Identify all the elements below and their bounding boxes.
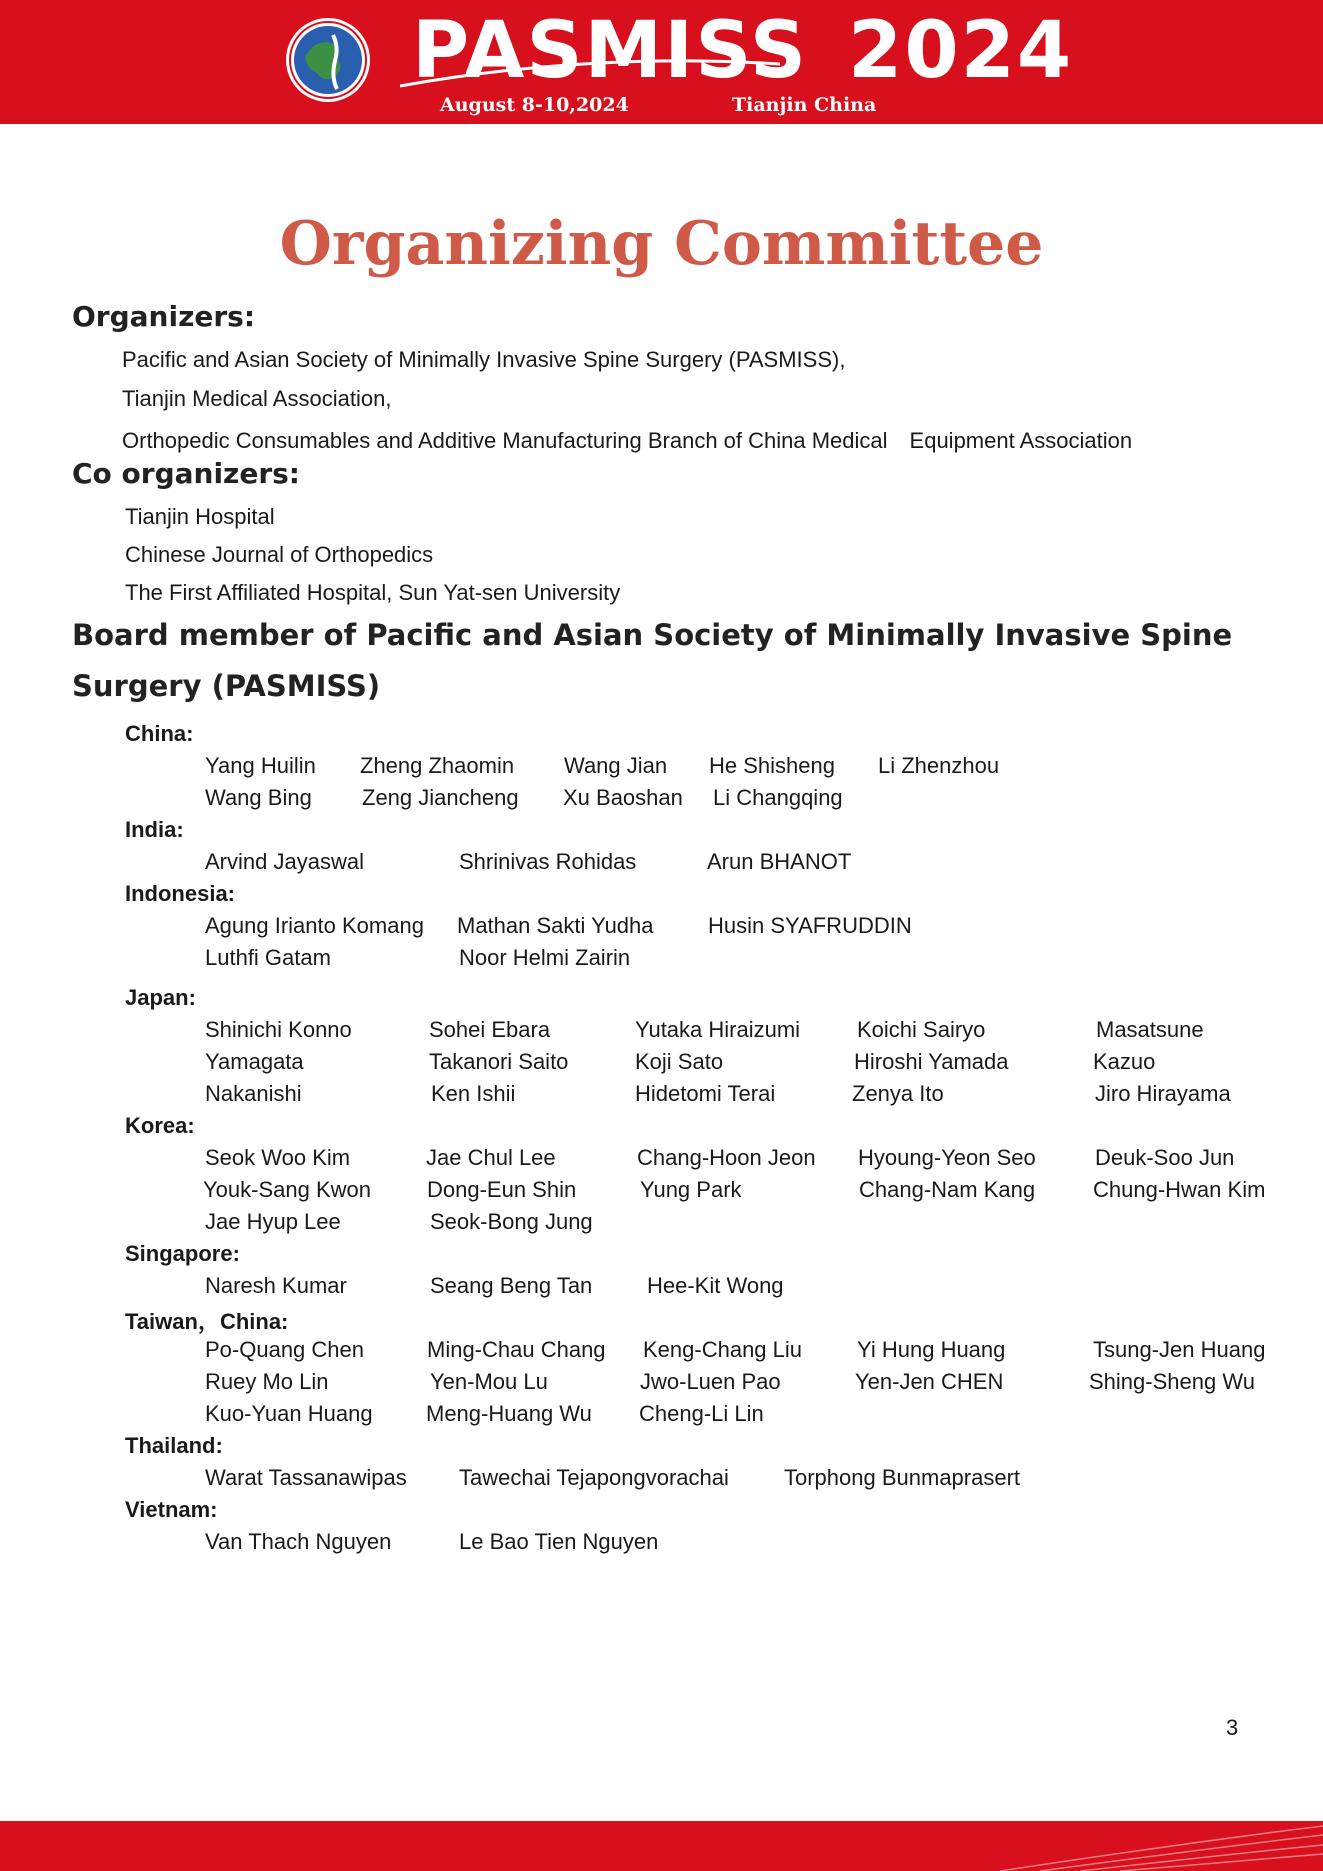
member-name: Yi Hung Huang bbox=[857, 1337, 1006, 1362]
country-label: India: bbox=[125, 817, 184, 842]
member-name: Zeng Jiancheng bbox=[362, 785, 519, 810]
swoosh-icon bbox=[400, 50, 780, 90]
co-organizer-line: Tianjin Hospital bbox=[125, 504, 275, 529]
member-name: Ruey Mo Lin bbox=[205, 1369, 329, 1394]
member-name: Hyoung-Yeon Seo bbox=[858, 1145, 1036, 1170]
co-organizer-line: Chinese Journal of Orthopedics bbox=[125, 542, 434, 567]
member-name: He Shisheng bbox=[709, 753, 835, 778]
board-heading: Board member of Pacific and Asian Society of Minimally Invasive Spine Surgery (PASMISS) bbox=[72, 618, 1233, 703]
country-label: China: bbox=[125, 721, 194, 746]
page-number: 3 bbox=[1226, 1715, 1239, 1740]
member-name: Torphong Bunmaprasert bbox=[784, 1465, 1021, 1490]
member-name: Agung Irianto Komang bbox=[205, 913, 424, 938]
member-name: Naresh Kumar bbox=[205, 1273, 347, 1298]
member-name: Husin SYAFRUDDIN bbox=[708, 913, 912, 938]
member-name: Wang Jian bbox=[564, 753, 668, 778]
member-name: Zenya Ito bbox=[852, 1081, 944, 1106]
member-name: Dong-Eun Shin bbox=[427, 1177, 577, 1202]
banner-title-text: PASMISS bbox=[412, 6, 809, 96]
globe-logo-icon bbox=[285, 17, 371, 103]
member-name: Jae Hyup Lee bbox=[205, 1209, 341, 1234]
member-name: Wang Bing bbox=[205, 785, 312, 810]
member-name: Tsung-Jen Huang bbox=[1093, 1337, 1266, 1362]
country-label: Vietnam: bbox=[125, 1497, 218, 1522]
member-name: Seok-Bong Jung bbox=[430, 1209, 593, 1234]
member-name: Zheng Zhaomin bbox=[360, 753, 515, 778]
member-name: Po-Quang Chen bbox=[205, 1337, 364, 1362]
member-name: Sohei Ebara bbox=[429, 1017, 551, 1042]
member-name: Jwo-Luen Pao bbox=[640, 1369, 781, 1394]
member-name: Jae Chul Lee bbox=[426, 1145, 556, 1170]
organizer-line: Orthopedic Consumables and Additive Manufacturing Branch of China Medical Equipment Association bbox=[122, 428, 1133, 453]
member-name: Masatsune bbox=[1096, 1017, 1204, 1042]
country-label: Thailand: bbox=[125, 1433, 223, 1458]
member-name: Yang Huilin bbox=[205, 753, 316, 778]
page-title: Organizing Committee bbox=[279, 209, 1044, 279]
member-name: Ken Ishii bbox=[431, 1081, 516, 1106]
member-name: Li Zhenzhou bbox=[878, 753, 1000, 778]
member-name: Jiro Hirayama bbox=[1095, 1081, 1231, 1106]
member-name: Yen-Jen CHEN bbox=[855, 1369, 1004, 1394]
member-name: Cheng-Li Lin bbox=[639, 1401, 764, 1426]
member-name: Yutaka Hiraizumi bbox=[635, 1017, 801, 1042]
member-name: Meng-Huang Wu bbox=[426, 1401, 592, 1426]
country-label: Singapore: bbox=[125, 1241, 240, 1266]
member-name: Hee-Kit Wong bbox=[647, 1273, 784, 1298]
member-name: Ming-Chau Chang bbox=[427, 1337, 606, 1362]
member-name: Keng-Chang Liu bbox=[643, 1337, 803, 1362]
member-name: Le Bao Tien Nguyen bbox=[459, 1529, 659, 1554]
member-name: Xu Baoshan bbox=[563, 785, 683, 810]
member-name: Koji Sato bbox=[635, 1049, 724, 1074]
member-name: Hidetomi Terai bbox=[635, 1081, 776, 1106]
organizer-line: Pacific and Asian Society of Minimally Invasive Spine Surgery (PASMISS), bbox=[122, 347, 846, 372]
member-name: Chung-Hwan Kim bbox=[1093, 1177, 1266, 1202]
member-name: Arun BHANOT bbox=[707, 849, 852, 874]
member-name: Deuk-Soo Jun bbox=[1095, 1145, 1235, 1170]
banner-year: 2024 bbox=[848, 6, 1074, 96]
member-name: Chang-Nam Kang bbox=[859, 1177, 1036, 1202]
country-label: Korea: bbox=[125, 1113, 195, 1138]
organizers-heading: Organizers: bbox=[72, 300, 256, 333]
member-name: Warat Tassanawipas bbox=[205, 1465, 407, 1490]
member-name: Hiroshi Yamada bbox=[854, 1049, 1009, 1074]
banner-place: Tianjin China bbox=[732, 94, 877, 116]
member-name: Seok Woo Kim bbox=[205, 1145, 351, 1170]
member-name: Van Thach Nguyen bbox=[205, 1529, 392, 1554]
member-name: Yamagata bbox=[205, 1049, 304, 1074]
member-name: Shing-Sheng Wu bbox=[1089, 1369, 1255, 1394]
co-organizer-line: The First Affiliated Hospital, Sun Yat-sen University bbox=[125, 580, 621, 605]
country-label: Taiwan，China: bbox=[125, 1309, 289, 1334]
country-label: Indonesia: bbox=[125, 881, 236, 906]
country-label: Japan: bbox=[125, 985, 196, 1010]
member-name: Takanori Saito bbox=[429, 1049, 569, 1074]
member-name: Chang-Hoon Jeon bbox=[637, 1145, 816, 1170]
member-name: Youk-Sang Kwon bbox=[203, 1177, 371, 1202]
co-organizers-heading: Co organizers: bbox=[72, 457, 301, 490]
member-name: Koichi Sairyo bbox=[857, 1017, 986, 1042]
member-name: Li Changqing bbox=[713, 785, 843, 810]
member-name: Mathan Sakti Yudha bbox=[457, 913, 654, 938]
member-name: Seang Beng Tan bbox=[430, 1273, 593, 1298]
footer-banner bbox=[0, 1821, 1323, 1871]
header-banner bbox=[0, 0, 1323, 124]
organizer-line: Tianjin Medical Association, bbox=[122, 386, 392, 411]
member-name: Shinichi Konno bbox=[205, 1017, 352, 1042]
footer-stripes-icon bbox=[0, 1821, 1323, 1871]
member-name: Noor Helmi Zairin bbox=[459, 945, 631, 970]
member-name: Arvind Jayaswal bbox=[205, 849, 364, 874]
member-name: Tawechai Tejapongvorachai bbox=[459, 1465, 729, 1490]
member-name: Luthfi Gatam bbox=[205, 945, 331, 970]
member-name: Nakanishi bbox=[205, 1081, 302, 1106]
member-name: Kuo-Yuan Huang bbox=[205, 1401, 373, 1426]
member-name: Shrinivas Rohidas bbox=[459, 849, 637, 874]
banner-date: August 8-10,2024 bbox=[440, 94, 629, 116]
member-name: Kazuo bbox=[1093, 1049, 1156, 1074]
member-name: Yung Park bbox=[640, 1177, 742, 1202]
member-name: Yen-Mou Lu bbox=[430, 1369, 548, 1394]
